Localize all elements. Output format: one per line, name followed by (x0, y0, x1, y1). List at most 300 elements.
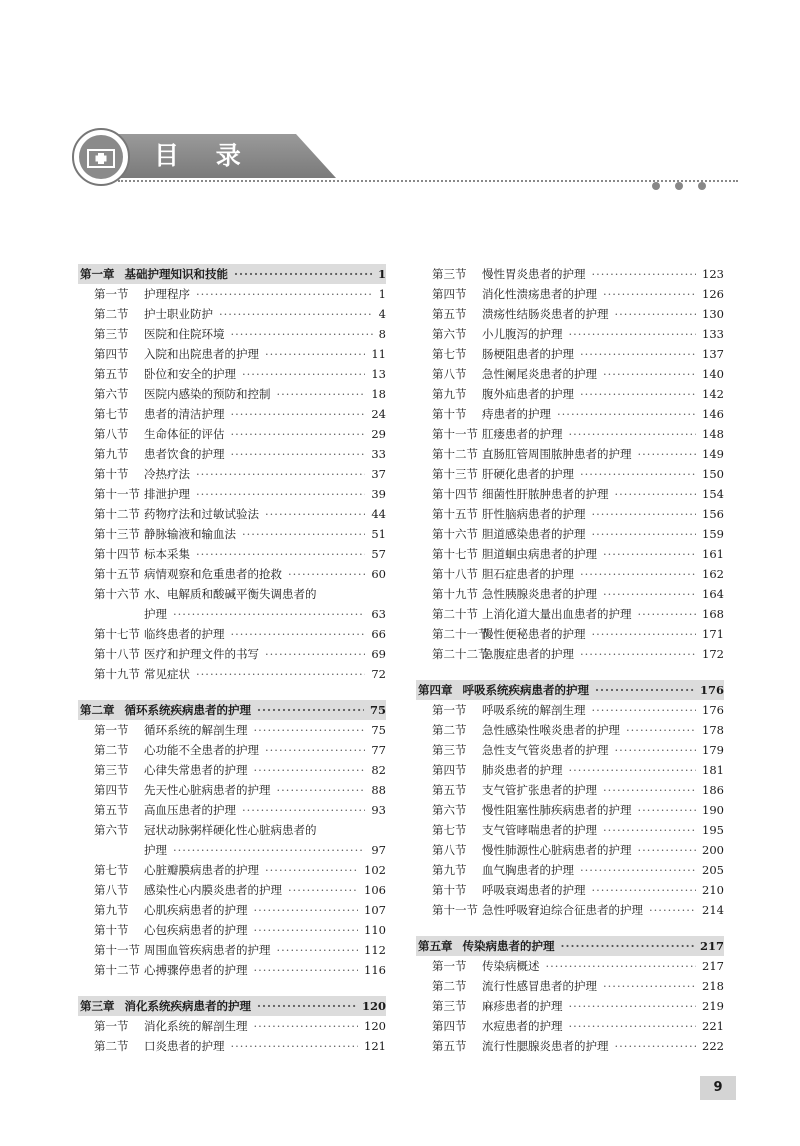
toc-chapter-row[interactable] (78, 264, 386, 284)
section-title: 护理 (144, 607, 167, 621)
page-ref: 116 (364, 963, 386, 977)
chapter-title: 呼吸系统疾病患者的护理 (462, 683, 589, 697)
page-ref: 210 (702, 883, 724, 897)
dot-leader (592, 624, 697, 644)
section-gap (78, 684, 386, 700)
section-number: 第二十一节 (432, 627, 490, 641)
chapter-number: 第五章 (418, 939, 453, 953)
page-ref: 214 (702, 903, 724, 917)
medical-emblem-icon (72, 128, 130, 186)
section-number: 第六节 (432, 327, 467, 341)
dot-leader (254, 720, 366, 740)
toc-entry-row[interactable] (78, 524, 386, 544)
page-title: 目 录 (154, 141, 255, 170)
dot-leader (277, 384, 366, 404)
dot-leader (603, 544, 696, 564)
dot-leader (265, 344, 365, 364)
page-ref: 148 (702, 427, 724, 441)
chapter-number: 第三章 (80, 999, 115, 1013)
dot-leader (592, 264, 697, 284)
page-ref: 179 (702, 743, 724, 757)
toc-entry-row[interactable] (416, 404, 724, 424)
page-ref: 176 (699, 683, 724, 697)
section-number: 第一节 (432, 959, 467, 973)
section-number: 第十九节 (432, 587, 478, 601)
section-title: 细菌性肝脓肿患者的护理 (482, 487, 609, 501)
page-ref: 57 (371, 547, 386, 561)
toc-entry-row[interactable] (78, 464, 386, 484)
dot-leader (173, 840, 365, 860)
toc-entry-row[interactable] (416, 740, 724, 760)
dot-leader (595, 680, 694, 700)
section-title: 溃疡性结肠炎患者的护理 (482, 307, 609, 321)
section-title: 入院和出院患者的护理 (144, 347, 259, 361)
page-ref: 218 (702, 979, 724, 993)
toc-entry-row[interactable] (78, 880, 386, 900)
toc-entry-row[interactable] (78, 564, 386, 584)
dot-leader (242, 364, 365, 384)
section-number: 第九节 (94, 903, 129, 917)
section-title: 胆石症患者的护理 (482, 567, 574, 581)
section-title: 直肠肛管周围脓肿患者的护理 (482, 447, 632, 461)
toc-entry-row[interactable] (78, 800, 386, 820)
toc-entry-row[interactable] (416, 624, 724, 644)
dot-leader (592, 700, 697, 720)
section-number: 第七节 (432, 347, 467, 361)
toc-entry-row[interactable] (416, 800, 724, 820)
dot-leader (603, 584, 696, 604)
toc-entry-row[interactable] (416, 880, 724, 900)
page-ref: 72 (371, 667, 386, 681)
page-ref: 186 (702, 783, 724, 797)
page-ref: 75 (371, 723, 386, 737)
toc-entry-row[interactable] (78, 384, 386, 404)
toc-entry-row[interactable] (78, 820, 386, 840)
dot-leader (254, 1016, 359, 1036)
section-number: 第五节 (432, 1039, 467, 1053)
section-number: 第六节 (94, 823, 129, 837)
dot-leader (592, 880, 697, 900)
toc-entry-row[interactable] (416, 820, 724, 840)
section-title: 痔患者的护理 (482, 407, 551, 421)
divider-dots (652, 175, 721, 194)
section-title: 循环系统的解剖生理 (144, 723, 248, 737)
section-number: 第十五节 (432, 507, 478, 521)
section-title: 水、电解质和酸碱平衡失调患者的 (144, 587, 317, 601)
page-ref: 200 (702, 843, 724, 857)
toc-entry-row[interactable] (78, 364, 386, 384)
section-number: 第一节 (94, 723, 129, 737)
toc-chapter-row[interactable] (416, 936, 724, 956)
dot-leader (254, 920, 359, 940)
toc-entry-row[interactable] (78, 720, 386, 740)
dot-leader (254, 960, 359, 980)
section-number: 第七节 (432, 823, 467, 837)
toc-entry-row[interactable] (78, 900, 386, 920)
dot-leader (231, 424, 366, 444)
section-title: 肝硬化患者的护理 (482, 467, 574, 481)
toc-entry-row[interactable] (416, 760, 724, 780)
page-ref: 13 (371, 367, 386, 381)
page-ref: 1 (377, 267, 386, 281)
section-number: 第十七节 (94, 627, 140, 641)
page-ref: 133 (702, 327, 724, 341)
section-number: 第十节 (432, 407, 467, 421)
dot-leader (242, 800, 365, 820)
dot-leader (231, 324, 373, 344)
section-title: 消化系统的解剖生理 (144, 1019, 248, 1033)
toc-entry-row[interactable] (416, 700, 724, 720)
toc-entry-row[interactable] (416, 544, 724, 564)
section-title: 患者饮食的护理 (144, 447, 225, 461)
toc-entry-row[interactable] (416, 524, 724, 544)
page-ref: 154 (702, 487, 724, 501)
toc-column-left (78, 264, 386, 1056)
dot-leader (638, 840, 697, 860)
dot-leader (196, 664, 365, 684)
toc-entry-row[interactable] (78, 780, 386, 800)
toc-entry-row[interactable] (78, 624, 386, 644)
section-number: 第三节 (94, 763, 129, 777)
toc-entry-row[interactable] (78, 664, 386, 684)
toc-entry-row[interactable] (416, 976, 724, 996)
section-gap (416, 920, 724, 936)
section-title: 心脏瓣膜病患者的护理 (144, 863, 259, 877)
toc-entry-row[interactable] (78, 860, 386, 880)
section-number: 第十六节 (94, 587, 140, 601)
toc-entry-row[interactable] (78, 504, 386, 524)
section-gap (416, 664, 724, 680)
section-number: 第一节 (94, 1019, 129, 1033)
page-ref: 219 (702, 999, 724, 1013)
section-title: 急性阑尾炎患者的护理 (482, 367, 597, 381)
page-ref: 112 (364, 943, 386, 957)
section-number: 第十四节 (432, 487, 478, 501)
page-ref: 120 (361, 999, 386, 1013)
page-ref: 29 (371, 427, 386, 441)
toc-entry-row[interactable] (78, 960, 386, 980)
dot-leader (580, 860, 696, 880)
toc-entry-row[interactable] (78, 760, 386, 780)
section-title: 感染性心内膜炎患者的护理 (144, 883, 282, 897)
toc-entry-row[interactable] (78, 740, 386, 760)
toc-entry-row[interactable] (78, 1036, 386, 1056)
section-title: 周围血管疾病患者的护理 (144, 943, 271, 957)
dot-leader (254, 900, 359, 920)
toc-entry-row[interactable] (416, 780, 724, 800)
section-title: 流行性腮腺炎患者的护理 (482, 1039, 609, 1053)
section-number: 第一节 (94, 287, 129, 301)
page-ref: 75 (369, 703, 386, 717)
section-title: 小儿腹泻的护理 (482, 327, 563, 341)
toc-entry-row[interactable] (78, 324, 386, 344)
section-title: 心包疾病患者的护理 (144, 923, 248, 937)
page-ref: 33 (371, 447, 386, 461)
section-title: 呼吸衰竭患者的护理 (482, 883, 586, 897)
section-title: 水痘患者的护理 (482, 1019, 563, 1033)
section-number: 第十节 (432, 883, 467, 897)
toc-entry-row[interactable] (416, 504, 724, 524)
section-number: 第七节 (94, 407, 129, 421)
section-number: 第十一节 (94, 943, 140, 957)
page-ref: 137 (702, 347, 724, 361)
section-title: 慢性阻塞性肺疾病患者的护理 (482, 803, 632, 817)
toc-entry-row[interactable] (416, 604, 724, 624)
section-number: 第五节 (94, 367, 129, 381)
page-ref: 44 (371, 507, 386, 521)
toc-entry-row[interactable] (78, 644, 386, 664)
toc-entry-row[interactable] (416, 464, 724, 484)
section-title: 常见症状 (144, 667, 190, 681)
toc-entry-row[interactable] (416, 564, 724, 584)
dot-leader (580, 644, 696, 664)
section-title: 医院和住院环境 (144, 327, 225, 341)
section-number: 第五节 (432, 307, 467, 321)
section-number: 第三节 (432, 743, 467, 757)
toc-entry-row[interactable] (78, 920, 386, 940)
section-title: 标本采集 (144, 547, 190, 561)
toc-entry-row[interactable] (416, 900, 724, 920)
section-title: 急性呼吸窘迫综合征患者的护理 (482, 903, 643, 917)
section-title: 生命体征的评估 (144, 427, 225, 441)
page-ref: 205 (702, 863, 724, 877)
chapter-title: 传染病患者的护理 (462, 939, 555, 953)
page-ref: 88 (371, 783, 386, 797)
page-ref: 51 (371, 527, 386, 541)
section-number: 第十三节 (94, 527, 140, 541)
toc-entry-row[interactable] (78, 940, 386, 960)
section-number: 第十一节 (432, 427, 478, 441)
chapter-title: 消化系统疾病患者的护理 (124, 999, 251, 1013)
section-title: 腹外疝患者的护理 (482, 387, 574, 401)
section-title: 消化性溃疡患者的护理 (482, 287, 597, 301)
section-number: 第十四节 (94, 547, 140, 561)
section-title: 急性胰腺炎患者的护理 (482, 587, 597, 601)
section-number: 第二十节 (432, 607, 478, 621)
dot-leader (603, 976, 696, 996)
page-ref: 121 (364, 1039, 386, 1053)
toc-entry-row[interactable] (416, 1036, 724, 1056)
toc-entry-row[interactable] (416, 720, 724, 740)
toc-entry-row[interactable] (416, 996, 724, 1016)
dot-leader (592, 504, 697, 524)
page-ref: 159 (702, 527, 724, 541)
toc-entry-row[interactable] (416, 304, 724, 324)
dot-leader (638, 800, 697, 820)
section-number: 第二节 (432, 979, 467, 993)
page-ref: 97 (371, 843, 386, 857)
page-ref: 18 (371, 387, 386, 401)
section-number: 第十三节 (432, 467, 478, 481)
toc-entry-row[interactable] (78, 304, 386, 324)
section-title: 胆道蛔虫病患者的护理 (482, 547, 597, 561)
toc-entry-row[interactable] (78, 424, 386, 444)
page-ref: 168 (702, 607, 724, 621)
toc-entry-row[interactable] (416, 1016, 724, 1036)
section-number: 第十七节 (432, 547, 478, 561)
page-ref: 190 (702, 803, 724, 817)
page-ref: 222 (702, 1039, 724, 1053)
page-ref: 102 (364, 863, 386, 877)
page-ref: 63 (371, 607, 386, 621)
section-title: 急性感染性喉炎患者的护理 (482, 723, 620, 737)
page-ref: 217 (699, 939, 724, 953)
section-title: 医院内感染的预防和控制 (144, 387, 271, 401)
dot-leader (196, 484, 365, 504)
toc-entry-row[interactable] (416, 344, 724, 364)
page-ref: 39 (371, 487, 386, 501)
section-number: 第十九节 (94, 667, 140, 681)
section-title: 流行性感冒患者的护理 (482, 979, 597, 993)
dot-leader (265, 644, 365, 664)
page-ref: 150 (702, 467, 724, 481)
section-number: 第九节 (94, 447, 129, 461)
dot-leader (557, 404, 696, 424)
section-number: 第五节 (94, 803, 129, 817)
section-number: 第三节 (432, 267, 467, 281)
toc-entry-row[interactable] (78, 344, 386, 364)
section-title: 药物疗法和过敏试验法 (144, 507, 259, 521)
page-ref: 107 (364, 903, 386, 917)
dot-leader (580, 564, 696, 584)
dot-leader (649, 900, 696, 920)
section-title: 心搏骤停患者的护理 (144, 963, 248, 977)
dot-leader (626, 720, 696, 740)
page-ref: 37 (371, 467, 386, 481)
page-ref: 146 (702, 407, 724, 421)
dot-leader (196, 544, 365, 564)
section-number: 第八节 (94, 427, 129, 441)
toc-entry-row[interactable] (416, 364, 724, 384)
page-ref: 93 (371, 803, 386, 817)
page-ref: 66 (371, 627, 386, 641)
section-number: 第十五节 (94, 567, 140, 581)
toc-entry-row[interactable] (78, 444, 386, 464)
section-number: 第四节 (432, 287, 467, 301)
dot-leader (638, 604, 697, 624)
page-ref: 4 (378, 307, 386, 321)
toc-entry-row[interactable] (416, 424, 724, 444)
dot-leader (569, 1016, 697, 1036)
dot-leader (288, 564, 365, 584)
toc-chapter-row[interactable] (78, 996, 386, 1016)
dot-leader (257, 996, 356, 1016)
chapter-number: 第二章 (80, 703, 115, 717)
page-ref: 140 (702, 367, 724, 381)
section-number: 第八节 (432, 843, 467, 857)
toc-entry-row[interactable] (78, 284, 386, 304)
section-number: 第十一节 (432, 903, 478, 917)
toc-column-right (416, 264, 724, 1056)
toc-entry-row[interactable] (78, 604, 386, 624)
section-number: 第十节 (94, 467, 129, 481)
section-title: 排泄护理 (144, 487, 190, 501)
section-title: 麻疹患者的护理 (482, 999, 563, 1013)
toc-entry-row[interactable] (416, 840, 724, 860)
chapter-number: 第四章 (418, 683, 453, 697)
section-title: 慢性便秘患者的护理 (482, 627, 586, 641)
dot-leader (603, 780, 696, 800)
page-number: 9 (700, 1076, 736, 1100)
dot-leader (231, 444, 366, 464)
dot-leader (234, 264, 372, 284)
dot-leader (580, 464, 696, 484)
section-number: 第九节 (432, 387, 467, 401)
toc-entry-row[interactable] (416, 644, 724, 664)
dot-leader (580, 384, 696, 404)
toc-entry-row[interactable] (78, 584, 386, 604)
section-title: 医疗和护理文件的书写 (144, 647, 259, 661)
toc-entry-row[interactable] (78, 404, 386, 424)
toc-chapter-row[interactable] (78, 700, 386, 720)
section-title: 上消化道大量出血患者的护理 (482, 607, 632, 621)
dot-leader (265, 504, 365, 524)
toc-header (72, 128, 752, 198)
section-title: 护理程序 (144, 287, 190, 301)
section-title: 心律失常患者的护理 (144, 763, 248, 777)
toc-entry-row[interactable] (78, 544, 386, 564)
dot-leader (288, 880, 358, 900)
page-ref: 24 (371, 407, 386, 421)
page-ref: 126 (702, 287, 724, 301)
toc-entry-row[interactable] (416, 384, 724, 404)
section-title: 口炎患者的护理 (144, 1039, 225, 1053)
dot-leader (615, 1036, 697, 1056)
page-ref: 110 (364, 923, 386, 937)
page-ref: 161 (702, 547, 724, 561)
dot-leader (569, 760, 697, 780)
section-number: 第四节 (432, 763, 467, 777)
dot-leader (603, 820, 696, 840)
page-ref: 11 (371, 347, 386, 361)
dot-leader (265, 860, 358, 880)
section-title: 临终患者的护理 (144, 627, 225, 641)
section-title: 冷热疗法 (144, 467, 190, 481)
page-ref: 221 (702, 1019, 724, 1033)
section-number: 第六节 (94, 387, 129, 401)
toc-entry-row[interactable] (416, 956, 724, 976)
toc-entry-row[interactable] (78, 840, 386, 860)
section-number: 第八节 (432, 367, 467, 381)
toc-entry-row[interactable] (416, 444, 724, 464)
toc-entry-row[interactable] (416, 324, 724, 344)
toc-entry-row[interactable] (416, 584, 724, 604)
section-number: 第八节 (94, 883, 129, 897)
toc-entry-row[interactable] (416, 484, 724, 504)
dot-leader (569, 324, 697, 344)
section-title: 先天性心脏病患者的护理 (144, 783, 271, 797)
toc-entry-row[interactable] (78, 484, 386, 504)
toc-entry-row[interactable] (416, 860, 724, 880)
toc-chapter-row[interactable] (416, 680, 724, 700)
section-title: 护士职业防护 (144, 307, 213, 321)
section-title: 高血压患者的护理 (144, 803, 236, 817)
page-ref: 130 (702, 307, 724, 321)
section-number: 第十一节 (94, 487, 140, 501)
section-number: 第十二节 (432, 447, 478, 461)
dot-leader (231, 404, 366, 424)
section-title: 传染病概述 (482, 959, 540, 973)
dot-leader (231, 624, 366, 644)
dot-leader (615, 740, 697, 760)
page-ref: 69 (371, 647, 386, 661)
page-ref: 176 (702, 703, 724, 717)
toc-entry-row[interactable] (78, 1016, 386, 1036)
toc-entry-row[interactable] (416, 284, 724, 304)
section-number: 第十二节 (94, 963, 140, 977)
section-number: 第二节 (94, 743, 129, 757)
toc-entry-row[interactable] (416, 264, 724, 284)
